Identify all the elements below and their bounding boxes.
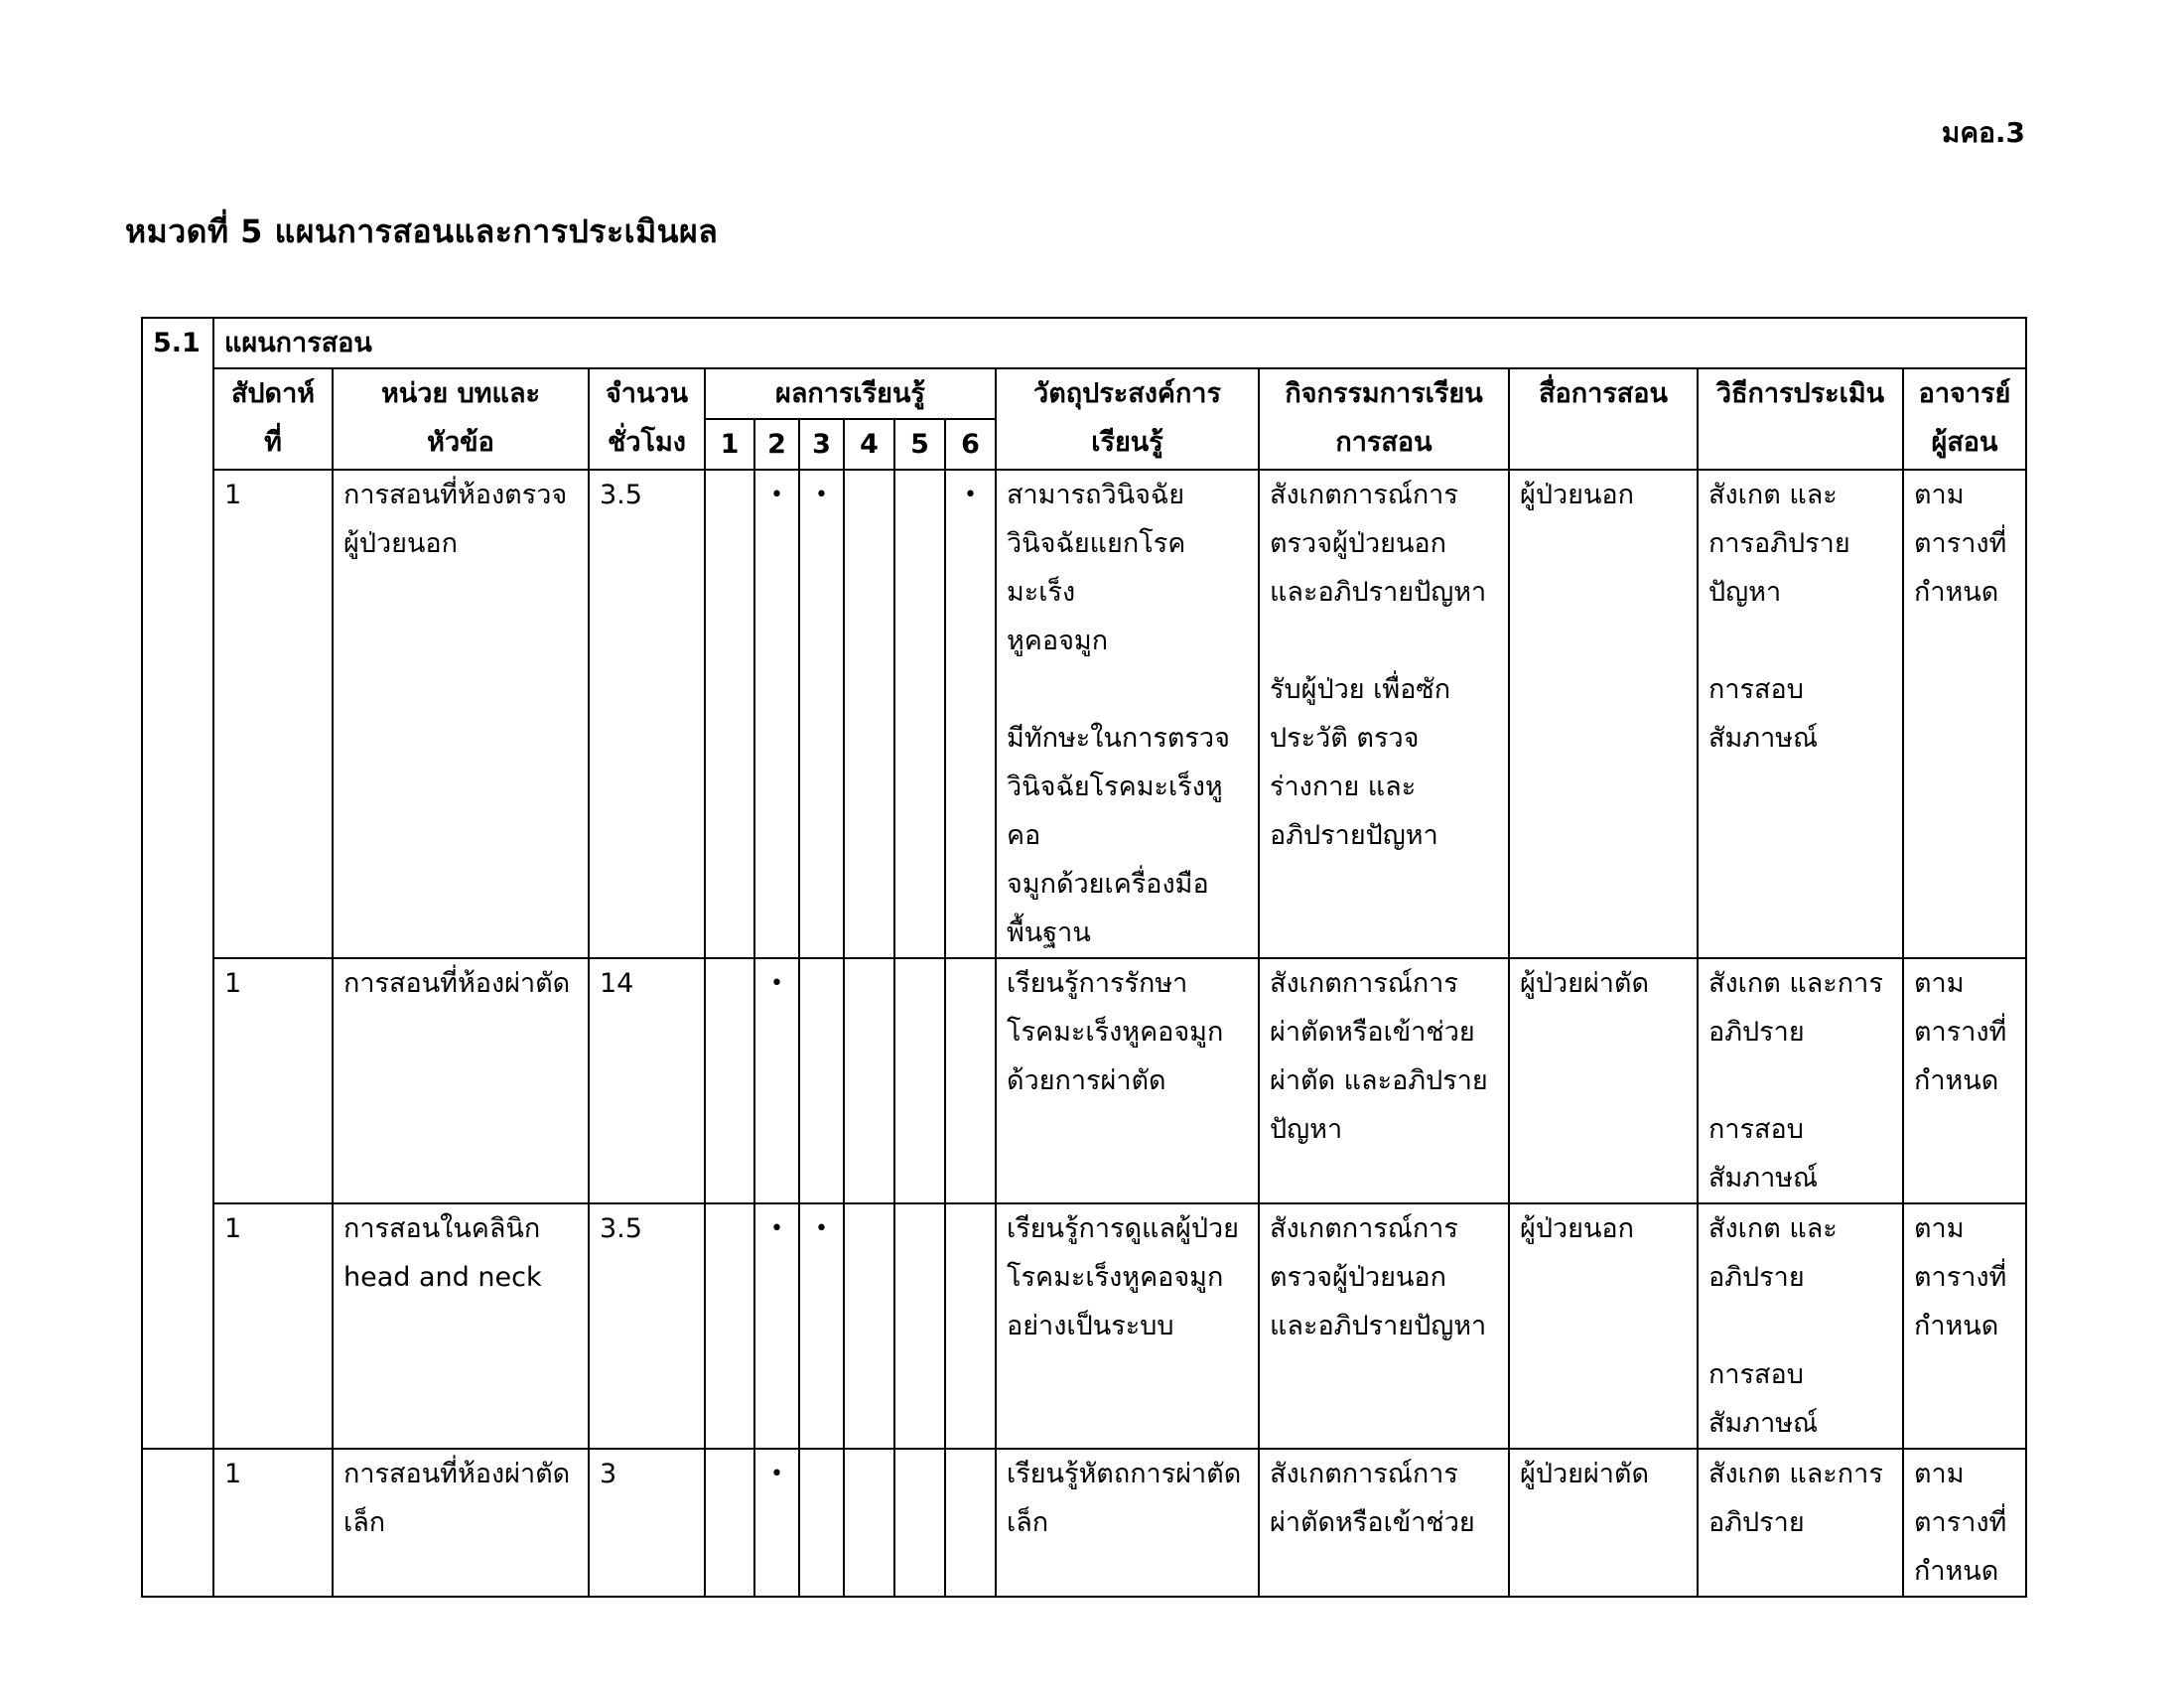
table-row: [142, 1449, 2026, 1597]
topic-cell: การสอนที่ห้องผ่าตัด: [333, 958, 589, 1203]
header-instructor: อาจารย์ ผู้สอน: [1903, 368, 2026, 470]
media-cell: ผู้ป่วยนอก: [1509, 470, 1698, 958]
hours-cell: 3.5: [589, 1203, 705, 1449]
hours-cell: 3: [589, 1449, 705, 1597]
left-margin-cell: [142, 1203, 213, 1449]
topic-cell: การสอนที่ห้องตรวจ ผู้ป่วยนอก: [333, 470, 589, 958]
lo-mark: [844, 1449, 894, 1597]
lo-mark: [844, 470, 894, 958]
lo-mark: [894, 1203, 945, 1449]
lo-mark: [894, 470, 945, 958]
objectives-cell: เรียนรู้การรักษา โรคมะเร็งหูคอจมูก ด้วยการผ่าตัด: [996, 958, 1259, 1203]
assessment-cell: สังเกต และ อภิปราย การสอบ สัมภาษณ์: [1698, 1203, 1903, 1449]
media-cell: ผู้ป่วยผ่าตัด: [1509, 958, 1698, 1203]
lo-number: 2: [754, 419, 799, 470]
activities-cell: สังเกตการณ์การ ตรวจผู้ป่วยนอก และอภิปรายปัญหา: [1259, 1203, 1509, 1449]
header-assessment: วิธีการประเมิน: [1698, 368, 1903, 470]
lo-mark: [894, 958, 945, 1203]
table-row: [142, 470, 2026, 958]
objectives-cell: สามารถวินิจฉัย วินิจฉัยแยกโรคมะเร็ง หูคอจมูก มีทักษะในการตรวจ วินิจฉัยโรคมะเร็งหูคอ จมูกด้วยเครื่องมือ พื้นฐาน: [996, 470, 1259, 958]
assessment-cell: สังเกต และการ อภิปราย การสอบ สัมภาษณ์: [1698, 958, 1903, 1203]
lo-mark: •: [754, 958, 799, 1203]
lo-mark: •: [799, 1203, 844, 1449]
hours-cell: 14: [589, 958, 705, 1203]
lo-mark: [799, 1449, 844, 1597]
lo-number: 6: [945, 419, 996, 470]
left-margin-cell: [142, 470, 213, 958]
activities-cell: สังเกตการณ์การ ผ่าตัดหรือเข้าช่วย: [1259, 1449, 1509, 1597]
lo-mark: •: [754, 1449, 799, 1597]
teaching-plan-table: [141, 317, 2027, 1598]
lo-mark: [945, 958, 996, 1203]
objectives-cell: เรียนรู้การดูแลผู้ป่วย โรคมะเร็งหูคอจมูก อย่างเป็นระบบ: [996, 1203, 1259, 1449]
section-number: 5.1: [142, 318, 213, 368]
section-title: แผนการสอน: [213, 318, 2026, 368]
header-topic: หน่วย บทและ หัวข้อ: [333, 368, 589, 470]
instructor-cell: ตาม ตารางที่ กำหนด: [1903, 958, 2026, 1203]
lo-number: 3: [799, 419, 844, 470]
lo-number: 5: [894, 419, 945, 470]
activities-cell: สังเกตการณ์การ ผ่าตัดหรือเข้าช่วย ผ่าตัด และอภิปราย ปัญหา: [1259, 958, 1509, 1203]
week-cell: 1: [213, 958, 333, 1203]
lo-mark: •: [799, 470, 844, 958]
lo-mark: [945, 1203, 996, 1449]
lo-mark: [705, 1203, 754, 1449]
lo-number: 1: [705, 419, 754, 470]
header-row: [142, 368, 2026, 419]
lo-mark: [945, 1449, 996, 1597]
lo-mark: [705, 1449, 754, 1597]
instructor-cell: ตาม ตารางที่ กำหนด: [1903, 1203, 2026, 1449]
lo-number: 4: [844, 419, 894, 470]
lo-mark: •: [754, 1203, 799, 1449]
lo-mark: [705, 470, 754, 958]
topic-cell: การสอนที่ห้องผ่าตัด เล็ก: [333, 1449, 589, 1597]
header-activities: กิจกรรมการเรียน การสอน: [1259, 368, 1509, 470]
header-hours: จำนวน ชั่วโมง: [589, 368, 705, 470]
header-media: สื่อการสอน: [1509, 368, 1698, 470]
left-margin-cell: [142, 368, 213, 470]
lo-mark: •: [945, 470, 996, 958]
media-cell: ผู้ป่วยนอก: [1509, 1203, 1698, 1449]
hours-cell: 3.5: [589, 470, 705, 958]
lo-mark: [894, 1449, 945, 1597]
week-cell: 1: [213, 1203, 333, 1449]
activities-cell: สังเกตการณ์การ ตรวจผู้ป่วยนอก และอภิปรายปัญหา รับผู้ป่วย เพื่อซัก ประวัติ ตรวจ ร่างกาย และ อภิปรายปัญหา: [1259, 470, 1509, 958]
header-week: สัปดาห์ ที่: [213, 368, 333, 470]
document-code: มคอ.3: [1941, 116, 2025, 149]
chapter-title: หมวดที่ 5 แผนการสอนและการประเมินผล: [125, 212, 719, 250]
lo-mark: [705, 958, 754, 1203]
instructor-cell: ตาม ตารางที่ กำหนด: [1903, 1449, 2026, 1597]
header-learning-outcomes: ผลการเรียนรู้: [705, 368, 996, 419]
assessment-cell: สังเกต และ การอภิปราย ปัญหา การสอบ สัมภาษณ์: [1698, 470, 1903, 958]
instructor-cell: ตาม ตารางที่ กำหนด: [1903, 470, 2026, 958]
lo-mark: [844, 1203, 894, 1449]
lo-mark: •: [754, 470, 799, 958]
table-row: [142, 1203, 2026, 1449]
header-objectives: วัตถุประสงค์การ เรียนรู้: [996, 368, 1259, 470]
section-row: [142, 318, 2026, 368]
assessment-cell: สังเกต และการ อภิปราย: [1698, 1449, 1903, 1597]
lo-mark: [844, 958, 894, 1203]
week-cell: 1: [213, 1449, 333, 1597]
table-row: [142, 958, 2026, 1203]
lo-mark: [799, 958, 844, 1203]
left-margin-cell: [142, 1449, 213, 1597]
media-cell: ผู้ป่วยผ่าตัด: [1509, 1449, 1698, 1597]
week-cell: 1: [213, 470, 333, 958]
objectives-cell: เรียนรู้หัตถการผ่าตัด เล็ก: [996, 1449, 1259, 1597]
left-margin-cell: [142, 958, 213, 1203]
topic-cell: การสอนในคลินิก head and neck: [333, 1203, 589, 1449]
